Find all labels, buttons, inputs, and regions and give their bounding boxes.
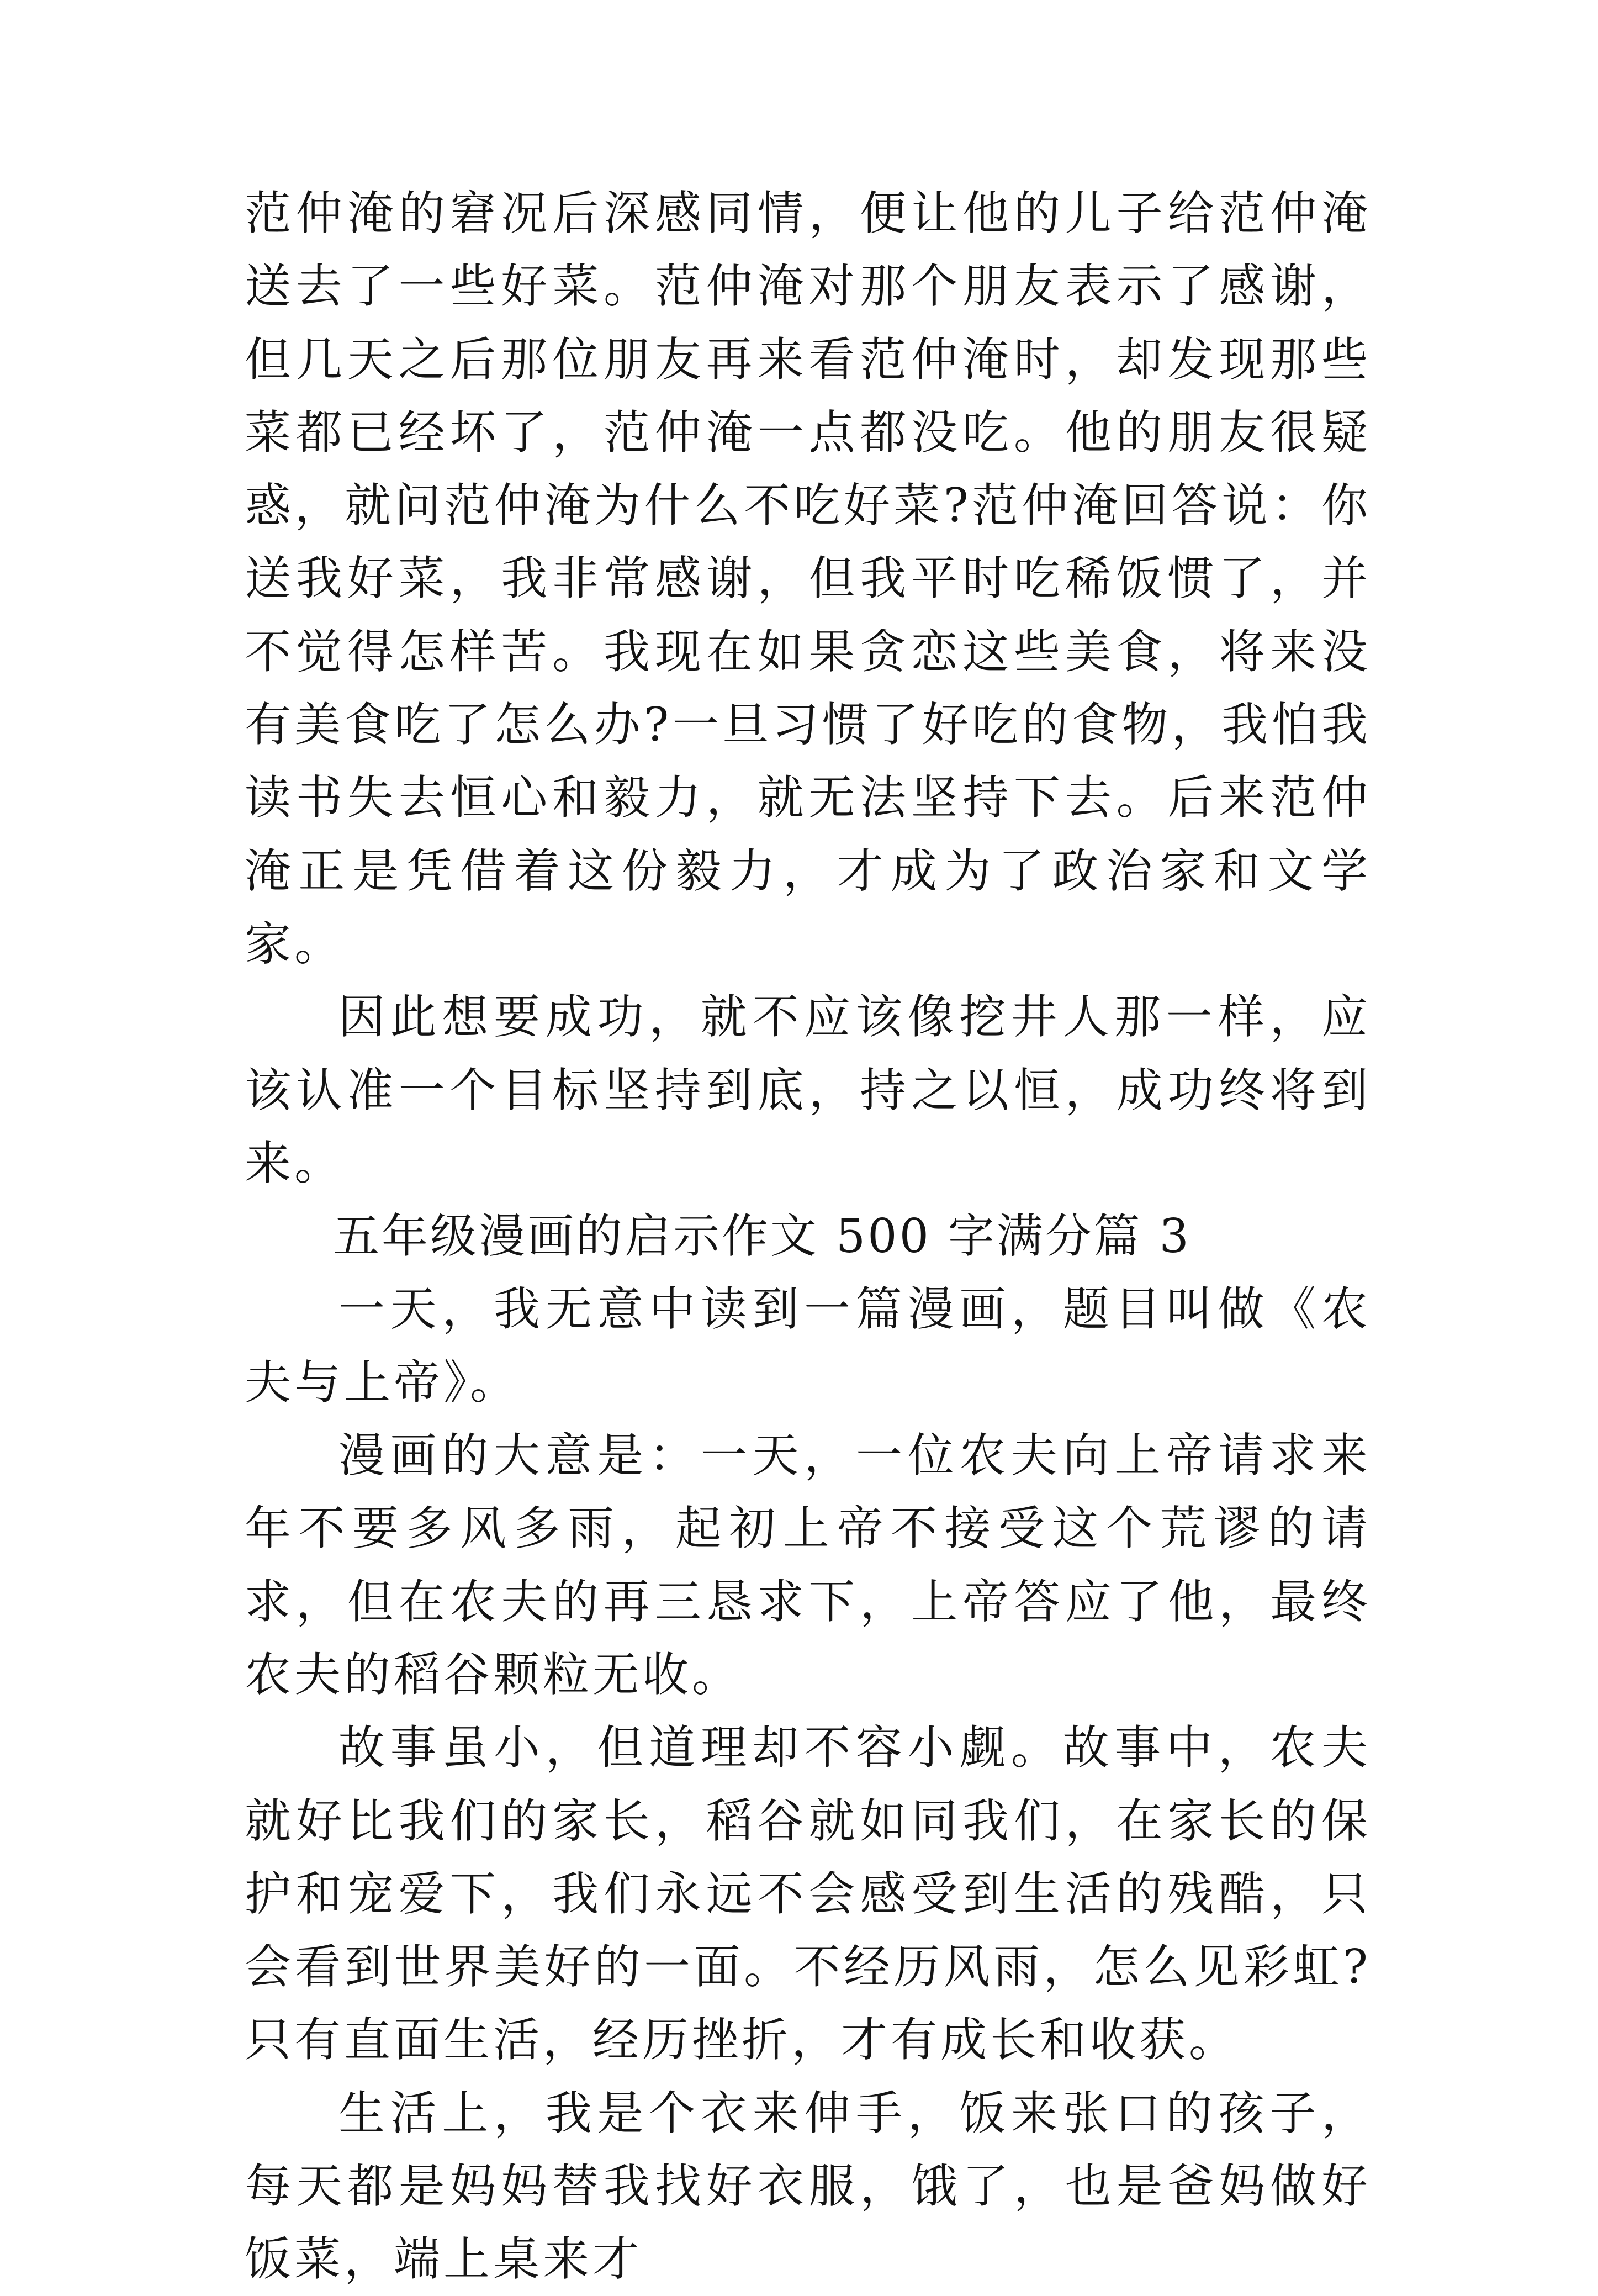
paragraph-3: 一天，我无意中读到一篇漫画，题目叫做《农夫与上帝》。 (245, 1282, 1371, 1410)
paragraph-1: 范仲淹的窘况后深感同情，便让他的儿子给范仲淹送去了一些好菜。范仲淹对那个朋友表示了感谢，但几天之后那位朋友再来看范仲淹时，却发现那些菜都已经坏了，范仲淹一点都没吃。他的朋友很疑惑，就问范仲淹为什么不吃好菜?范仲淹回答说：你送我好菜，我非常感谢，但我平时吃稀饭惯了，并不觉得怎样苦。我现在如果贪恋这些美食，将来没有美食吃了怎么办?一旦习惯了好吃的食物，我怕我读书失去恒心和毅力，就无法坚持下去。后来范仲淹正是凭借着这份毅力，才成为了政治家和文学家。 (245, 186, 1371, 971)
document-body (245, 177, 1371, 2296)
paragraph-2: 因此想要成功，就不应该像挖井人那一样，应该认准一个目标坚持到底，持之以恒，成功终将到来。 (245, 990, 1371, 1190)
paragraph-6: 生活上，我是个衣来伸手，饭来张口的孩子，每天都是妈妈替我找好衣服，饿了，也是爸妈做好饭菜，端上桌来才 (245, 2086, 1371, 2287)
section-heading: 五年级漫画的启示作文 500 字满分篇 3 (333, 1209, 1191, 1264)
paragraph-4: 漫画的大意是：一天，一位农夫向上帝请求来年不要多风多雨，起初上帝不接受这个荒谬的请求，但在农夫的再三恳求下，上帝答应了他，最终农夫的稻谷颗粒无收。 (245, 1428, 1371, 1702)
paragraph-5: 故事虽小，但道理却不容小觑。故事中，农夫就好比我们的家长，稻谷就如同我们，在家长的保护和宠爱下，我们永远不会感受到生活的残酷，只会看到世界美好的一面。不经历风雨，怎么见彩虹?只有直面生活，经历挫折，才有成长和收获。 (245, 1720, 1371, 2067)
